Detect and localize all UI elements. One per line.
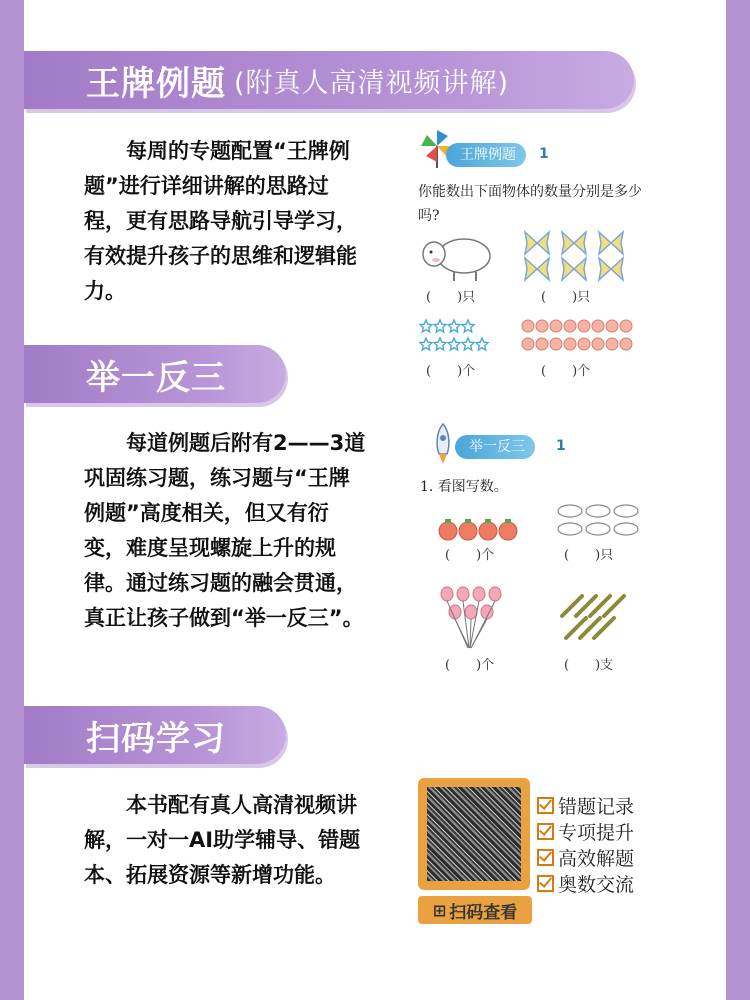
section-title: 举一反三 — [86, 357, 226, 398]
scan-button-label: 扫码查看 — [449, 902, 518, 923]
rocket-icon — [428, 422, 458, 466]
sheep-picture — [420, 232, 494, 282]
section-banner-1 — [24, 51, 634, 109]
answer-blank: ( )只 — [564, 548, 614, 563]
answer-blank: ( )个 — [445, 658, 495, 673]
answer-blank: ( )个 — [426, 364, 476, 379]
pencils-picture — [556, 590, 632, 642]
tomatoes-picture — [438, 513, 522, 543]
feature-item: 高效解题 — [537, 844, 634, 871]
answer-blank: ( )个 — [445, 548, 495, 563]
section-text-3: 本书配有真人高清视频讲解，一对一AI助学辅导、错题本、拓展资源等新增功能。 — [84, 793, 361, 887]
peaches-picture — [520, 318, 636, 354]
section-text-1: 每周的专题配置“王牌例题”进行详细讲解的思路过程，更有思路导航引导学习，有效提升孩子的思维和逻辑能力。 — [84, 139, 357, 303]
sheep-group-picture — [556, 503, 642, 539]
qr-code-block[interactable] — [418, 778, 530, 890]
section-title: 扫码学习 — [86, 718, 226, 759]
example-question: 1. 看图写数。 — [420, 479, 508, 495]
scan-button[interactable] — [418, 896, 532, 924]
example-number: 1 — [556, 438, 566, 454]
example-tag: 举一反三 — [455, 435, 535, 459]
answer-blank: ( )个 — [541, 364, 591, 379]
answer-blank: ( )只 — [426, 290, 476, 305]
example-question: 你能数出下面物体的数量分别是多少吗? — [418, 184, 642, 224]
section-title: 王牌例题 — [86, 63, 226, 104]
section-text-2: 每道例题后附有2——3道巩固练习题，练习题与“王牌例题”高度相关，但又有衍变，难度呈现螺旋上升的规律。通过练习题的融会贯通，真正让孩子做到“举一反三”。 — [84, 431, 366, 630]
butterflies-picture — [522, 229, 626, 283]
check-icon — [537, 823, 554, 840]
stars-picture — [418, 318, 498, 356]
feature-item: 错题记录 — [537, 792, 634, 819]
answer-blank: ( )支 — [564, 658, 614, 673]
check-icon — [537, 849, 554, 866]
check-icon — [537, 797, 554, 814]
check-icon — [537, 875, 554, 892]
section-subtitle: (附真人高清视频讲解) — [234, 67, 510, 99]
answer-blank: ( )只 — [541, 290, 591, 305]
feature-item: 专项提升 — [537, 818, 634, 845]
example-number: 1 — [539, 146, 549, 162]
section-banner-2 — [24, 345, 286, 403]
section-banner-3 — [24, 706, 286, 764]
example-tag: 王牌例题 — [446, 143, 526, 167]
feature-item: 奥数交流 — [537, 870, 634, 897]
balloons-picture — [438, 586, 504, 650]
qr-code-image — [427, 787, 521, 881]
scan-icon: ⊞ — [432, 900, 447, 920]
